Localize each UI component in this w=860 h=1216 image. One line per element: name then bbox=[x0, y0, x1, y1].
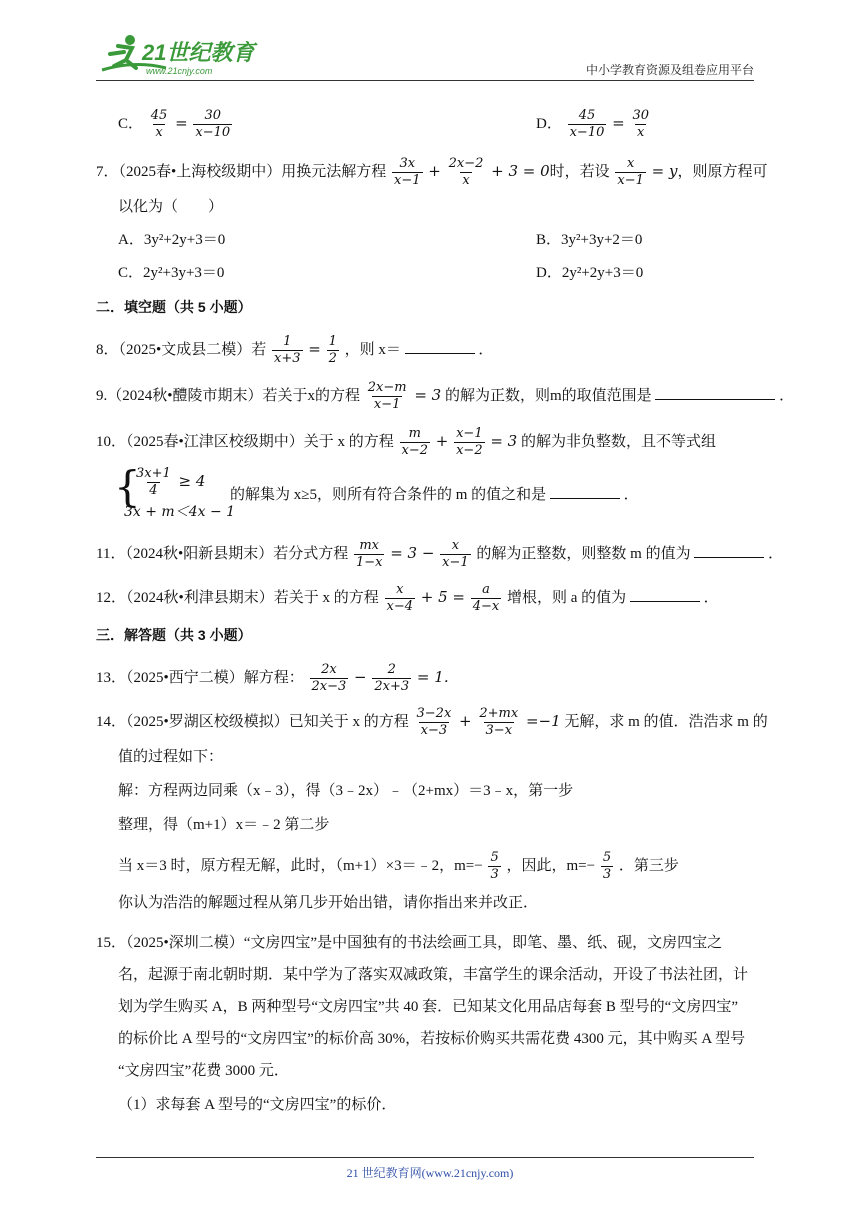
q7-options-cd bbox=[118, 262, 754, 284]
section-solve: 三．解答题（共 3 小题） bbox=[96, 627, 252, 643]
q9-answer-blank[interactable] bbox=[655, 385, 775, 400]
logo-text: 21世纪教育 bbox=[142, 40, 255, 65]
q15-line5: “文房四宝”花费 3000 元． bbox=[118, 1063, 289, 1079]
footer-link[interactable]: 21 世纪教育网(www.21cnjy.com) bbox=[346, 1166, 514, 1180]
q14-step3: 当 x＝3 时，原方程无解，此时，（m+1）×3＝﹣2，m=− $\frac{5}{3}$ ，因此，m=− $\frac{5}{3}$ ．第三步 bbox=[118, 850, 679, 882]
q12: 12．（2024秋•利津县期末）若关于 x 的方程 $\frac{x}{x-4}$ + 5 = $\frac{a}{4-x}$ 增根，则 a 的值为 ． bbox=[96, 582, 719, 614]
q8-answer-blank[interactable] bbox=[405, 339, 475, 354]
q6-option-c: C． $\frac{45}{x}$ = $\frac{30}{x-10}$ bbox=[118, 108, 231, 140]
q11-answer-blank[interactable] bbox=[694, 543, 764, 558]
q7-option-d: D．2y²+2y+3＝0 bbox=[536, 265, 644, 281]
header-platform: 中小学教育资源及组卷应用平台 bbox=[585, 63, 754, 77]
logo-21cnjy bbox=[96, 30, 266, 78]
q7-options-ab bbox=[118, 229, 754, 251]
q13: 13．（2025•西宁二模）解方程： $\frac{2x}{2x-3}$ − $\frac{2}{2x+3}$ = 1． bbox=[96, 662, 459, 694]
q10-stem: 10．（2025春•江津区校级期中）关于 x 的方程 $\frac{m}{x-2}$ + $\frac{x-1}{x-2}$ = 3 的解为非负整数，且不等式组 bbox=[96, 426, 716, 458]
section-fill-in: 二．填空题（共 5 小题） bbox=[96, 299, 252, 315]
q7-stem-line2: 以化为（ ） bbox=[118, 199, 224, 215]
q14-step2: 整理，得（m+1）x＝﹣2 第二步 bbox=[118, 817, 330, 833]
q6-option-d: D． $\frac{45}{x-10}$ = $\frac{30}{x}$ bbox=[536, 108, 649, 140]
q14-step1: 解：方程两边同乘（x﹣3），得（3﹣2x）﹣（2+mx）＝3﹣x，第一步 bbox=[118, 783, 574, 799]
q7-option-b: B．3y²+3y+2＝0 bbox=[536, 232, 643, 248]
q10-answer-blank[interactable] bbox=[550, 484, 620, 499]
q7-stem: 7．（2025春•上海校级期中）用换元法解方程 $\frac{3x}{x-1}$ + $\frac{2x-2}{x}$ + 3 = 0时，若设 $\frac{x}{x-1}$ = y，则原方程可 bbox=[96, 156, 768, 188]
q9: 9.（2024秋•醴陵市期末）若关于x的方程 $\frac{2x-m}{x-1}$ = 3 的解为正数，则m的取值范围是 ． bbox=[96, 380, 795, 412]
q10-inequality-1: $\frac{3x+1}{4}$ ≥ 4 bbox=[136, 466, 206, 498]
q15-line1: 15．（2025•深圳二模）“文房四宝”是中国独有的书法绘画工具，即笔、墨、纸、砚，文房四宝之 bbox=[96, 935, 723, 951]
header-divider bbox=[96, 80, 754, 81]
logo-url: www.21cnjy.com bbox=[146, 66, 213, 76]
q10-system-brace: { bbox=[114, 462, 141, 511]
q15-line4: 的标价比 A 型号的“文房四宝”的标价高 30%，若按标价购买共需花费 4300 元，其中购买 A 型号 bbox=[118, 1031, 746, 1047]
q7-option-c: C．2y²+3y+3＝0 bbox=[118, 265, 225, 281]
q14-stem-line2: 值的过程如下： bbox=[118, 749, 224, 765]
q12-answer-blank[interactable] bbox=[630, 587, 700, 602]
q15-line3: 划为学生购买 A，B 两种型号“文房四宝”共 40 套．已知某文化用品店每套 B 型号的“文房四宝” bbox=[118, 999, 738, 1015]
q14-question: 你认为浩浩的解题过程从第几步开始出错，请你指出来并改正． bbox=[118, 895, 539, 911]
q11: 11．（2024秋•阳新县期末）若分式方程 $\frac{mx}{1-x}$ = 3 − $\frac{x}{x-1}$ 的解为正整数，则整数 m 的值为 ． bbox=[96, 538, 784, 570]
q10-stem-line2: 的解集为 x≥5，则所有符合条件的 m 的值之和是 ． bbox=[230, 484, 754, 506]
q14-stem: 14．（2025•罗湖区校级模拟）已知关于 x 的方程 $\frac{3-2x}{x-3}$ + $\frac{2+mx}{3-x}$ =−1 无解，求 m 的值．浩浩求 m 的 bbox=[96, 706, 768, 738]
q10-inequality-2: 3x + m＜4x − 1 bbox=[124, 504, 236, 520]
q15-line2: 名，起源于南北朝时期．某中学为了落实双减政策，丰富学生的课余活动，开设了书法社团，计 bbox=[118, 967, 749, 983]
footer-divider bbox=[96, 1157, 754, 1158]
q15-part1: （1）求每套 A 型号的“文房四宝”的标价． bbox=[118, 1097, 397, 1113]
q8: 8．（2025•文成县二模）若 $\frac{1}{x+3}$ = $\frac{1}{2}$ ，则 x＝ ． bbox=[96, 334, 494, 366]
q7-option-a: A．3y²+2y+3＝0 bbox=[118, 232, 226, 248]
q6-options bbox=[118, 108, 754, 141]
